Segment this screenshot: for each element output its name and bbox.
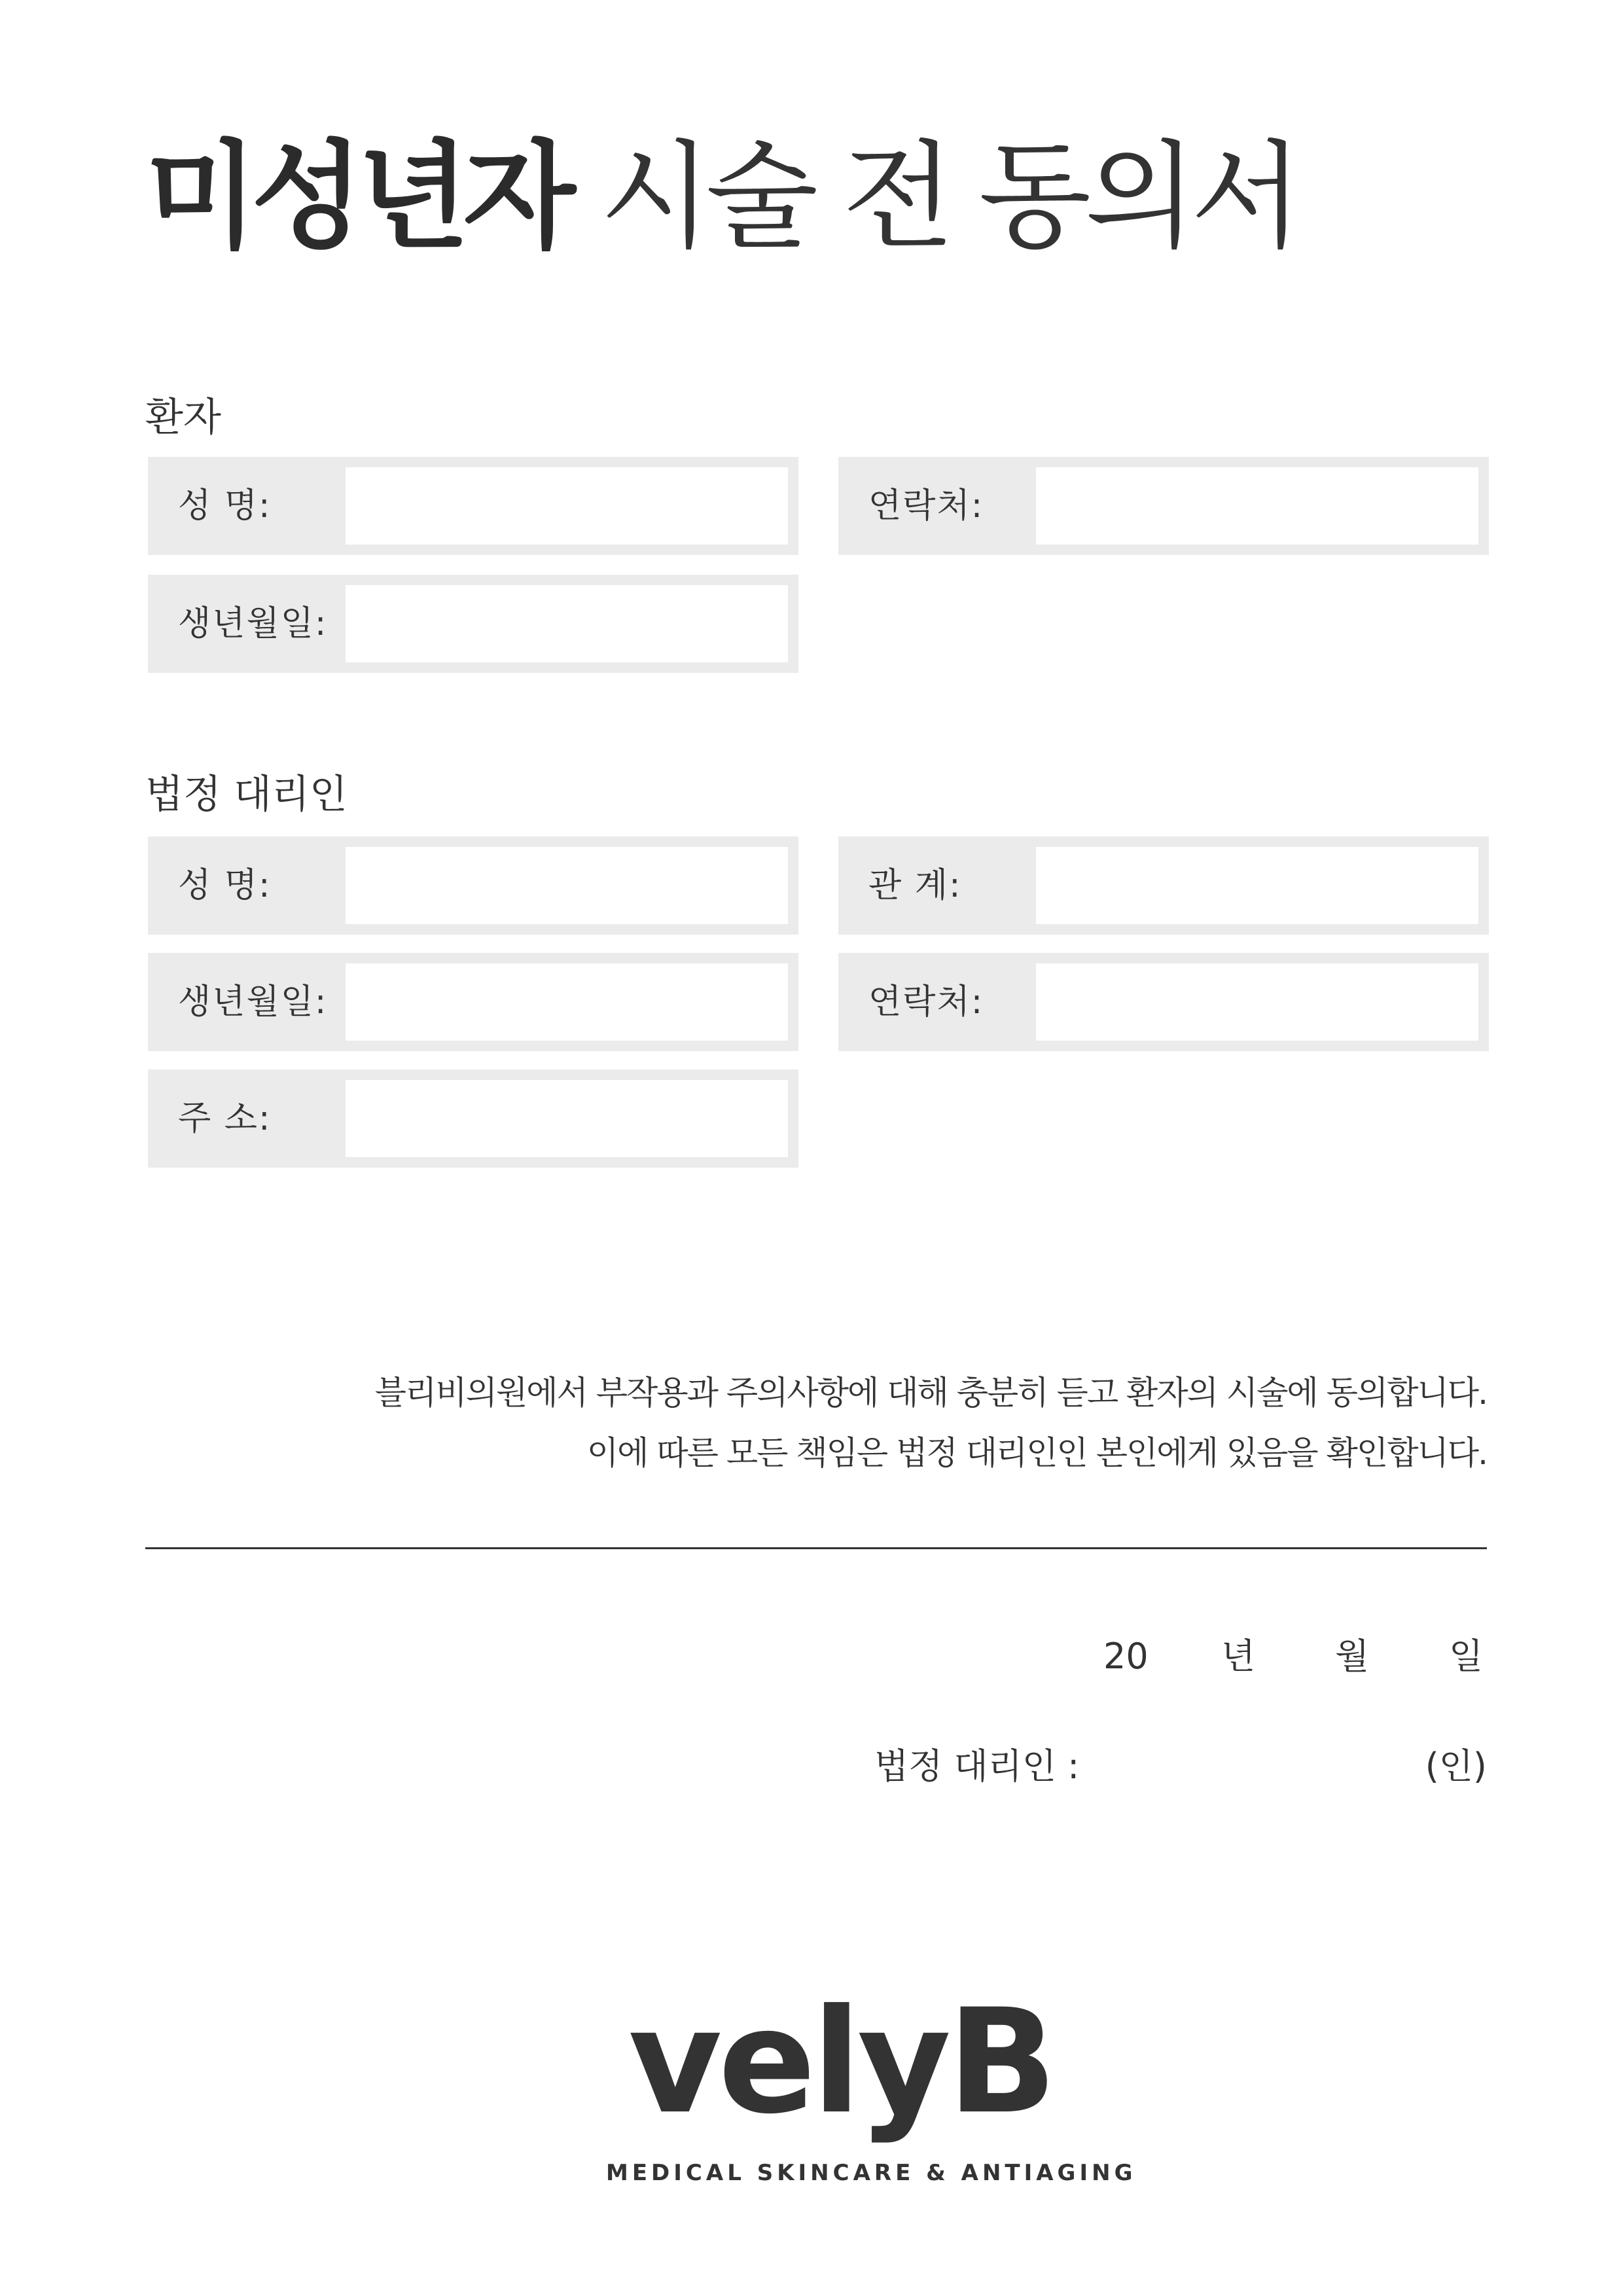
statement-line-2: 이에 따른 모든 책임은 법정 대리인인 본인에게 있음을 확인합니다. [586, 1434, 1487, 1472]
guardian-birth-input[interactable] [346, 963, 788, 1041]
patient-name-field [148, 457, 798, 555]
guardian-name-label: 성 명: [178, 866, 272, 905]
guardian-relation-input[interactable] [1036, 847, 1478, 924]
title-light: 시술 전 동의서 [599, 129, 1297, 264]
patient-birth-label: 생년월일: [178, 604, 328, 643]
guardian-address-label: 주 소: [178, 1099, 272, 1138]
patient-contact-field [838, 457, 1489, 555]
guardian-birth-label: 생년월일: [178, 982, 328, 1022]
guardian-contact-input[interactable] [1036, 963, 1478, 1041]
velyb-logo [628, 1978, 1054, 2160]
patient-birth-field [148, 575, 798, 673]
guardian-birth-field [148, 953, 798, 1051]
divider [145, 1547, 1487, 1549]
date-year-label: 년 [1221, 1636, 1256, 1677]
patient-heading: 환자 [145, 395, 221, 440]
patient-name-label: 성 명: [178, 486, 272, 526]
date-year-prefix: 20 [1103, 1636, 1149, 1677]
title-bold: 미성년자 [145, 129, 569, 264]
guardian-address-field [148, 1069, 798, 1168]
guardian-contact-label: 연락처: [868, 982, 984, 1022]
guardian-name-input[interactable] [346, 847, 788, 924]
statement-line-1: 블리비의원에서 부작용과 주의사항에 대해 충분히 듣고 환자의 시술에 동의합니다. [374, 1374, 1487, 1412]
logo-tagline: MEDICAL SKINCARE & ANTIAGING [606, 2160, 1137, 2186]
guardian-address-input[interactable] [346, 1080, 788, 1157]
signature-seal: (인) [1425, 1746, 1487, 1787]
patient-name-input[interactable] [346, 467, 788, 545]
guardian-relation-field [838, 836, 1489, 935]
signature-label: 법정 대리인 : [874, 1746, 1080, 1787]
date-day-label: 일 [1449, 1636, 1484, 1677]
guardian-name-field [148, 836, 798, 935]
guardian-contact-field [838, 953, 1489, 1051]
guardian-relation-label: 관 계: [868, 866, 962, 905]
patient-birth-input[interactable] [346, 585, 788, 662]
patient-contact-input[interactable] [1036, 467, 1478, 545]
page-title [145, 129, 1297, 264]
logo-wordmark: velyB [628, 1978, 1054, 2145]
date-month-label: 월 [1335, 1636, 1370, 1677]
patient-contact-label: 연락처: [868, 486, 984, 526]
guardian-heading: 법정 대리인 [145, 772, 348, 817]
